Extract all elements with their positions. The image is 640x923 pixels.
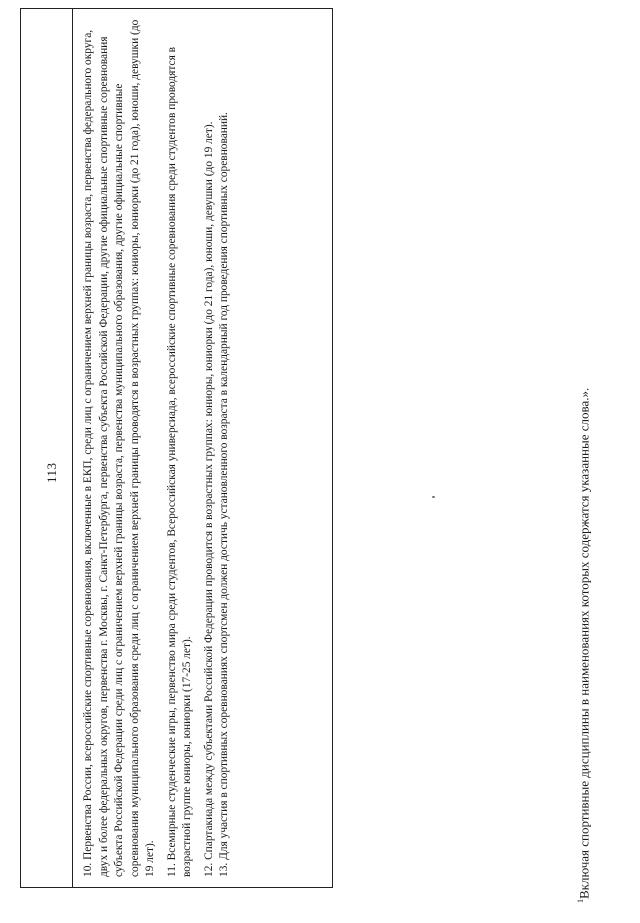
scan-speck (432, 496, 435, 498)
list-item: 11. Всемирные студенческие игры, первенство мира среди студентов, Всероссийская универсиада, всероссийские спортивные соревнования среди студентов проводятся в возрастной группе юниоры, юниорки (17-25 лет). (165, 46, 193, 877)
footnote-marker: 1 (576, 899, 585, 903)
list-item: 10. Первенства России, всероссийские спортивные соревнования, включенные в ЕКП, среди лиц с ограничением верхней границы возраста, первенства федерального округа, двух и более федеральных округов, первенства г. Москвы, г. Санкт-Петербурга, первенства субъекта Российской Федерации, другие официальные спортивные соревнования субъекта Российской Федерации среди лиц с ограничением верхней границы возраста, первенства муниципального образования, другие официальные спортивные соревнования муниципального образования среди лиц с ограничением верхней границы проводятся в возрастных группах: юниоры, юниорки (до 21 года), юноши, девушки (до 19 лет). (82, 19, 156, 877)
table-cell (73, 9, 326, 887)
list-item: 13. Для участия в спортивных соревнованиях спортсмен должен достичь установленного возраста в календарный год проведения спортивных соревнований. (218, 112, 230, 877)
table (20, 8, 333, 888)
page-number: 113 (44, 462, 59, 483)
footnote (576, 388, 592, 903)
table-empty-column (21, 9, 73, 887)
list-item: 12. Спартакиада между субъектами Российской Федерации проводится в возрастных группах: юниоры, юниорки (до 21 года), юноши, девушки (до 19 лет). (202, 121, 215, 877)
footnote-text: Включая спортивные дисциплины в наименованиях которых содержатся указанные слова.». (576, 387, 592, 899)
